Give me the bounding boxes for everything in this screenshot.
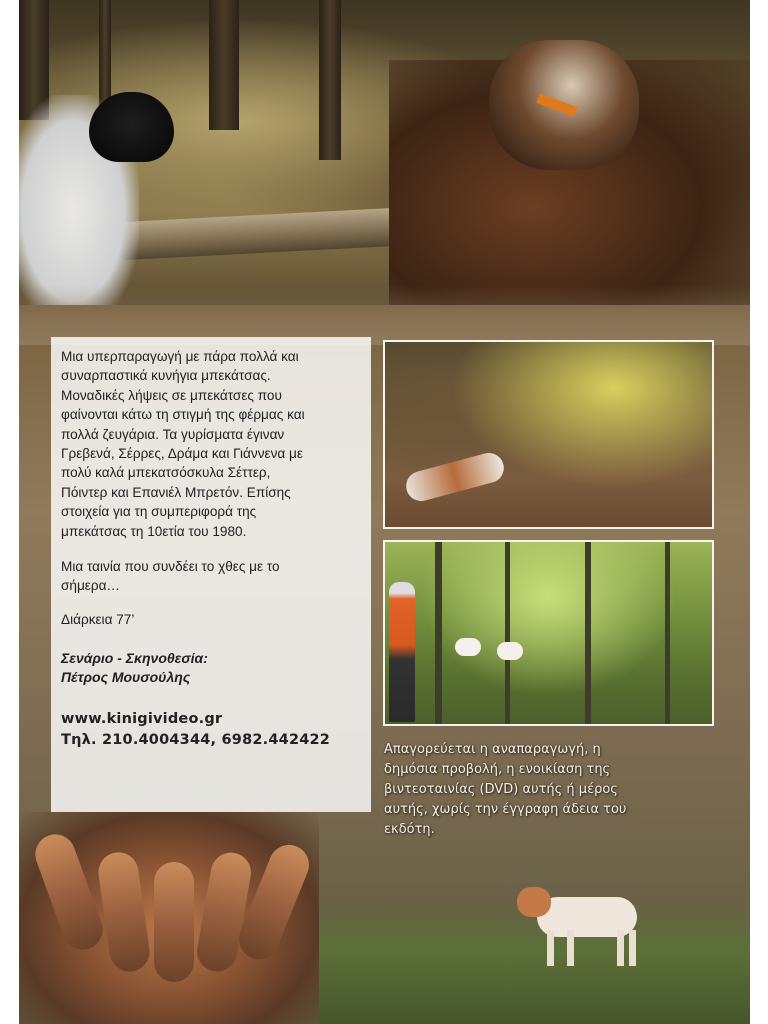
woodcock <box>96 850 152 974</box>
pointer-dog-bottom <box>517 872 647 967</box>
dog-leg <box>629 930 636 966</box>
photo-fade <box>19 285 750 345</box>
hunter-with-dogs-photo <box>383 540 714 726</box>
woodcock <box>30 829 109 955</box>
dog-leg <box>567 930 574 966</box>
setter-dog-head <box>89 92 174 162</box>
hunter <box>389 582 415 722</box>
description-panel <box>51 337 371 812</box>
autumn-forest-dog-photo <box>383 340 714 529</box>
website-link[interactable]: www.kinigivideo.gr <box>61 711 223 728</box>
copyright-notice: Απαγορεύεται η αναπαραγωγή, η δημόσια προβολή, η ενοικίαση της βιντεοταινίας (DVD) αυτής ή μέρος αυτής, χωρίς την έγγραφη άδεια του εκδότη. <box>384 742 627 837</box>
page-margin-left <box>0 0 19 1024</box>
tree-trunk <box>209 0 239 130</box>
contact-info <box>61 709 361 751</box>
credits-name: Πέτρος Μουσούλης <box>61 669 191 686</box>
dog-leg <box>547 930 554 966</box>
tagline: Μια ταινία που συνδέει το χθες με το σήμερα… <box>61 559 280 594</box>
credits-role: Σενάριο - Σκηνοθεσία: <box>61 650 208 667</box>
dvd-back-cover <box>19 0 750 1024</box>
description-text: Μια υπερπαραγωγή με πάρα πολλά και συναρπαστικά κυνήγια μπεκάτσας. Μοναδικές λήψεις σε μπεκάτσες που φαίνονται κάτω τη στιγμή της φέρμας και πολλά ζευγάρια. Τα γυρίσματα έγιναν Γρεβενά, Σέρρες, Δράμα και Γιάννενα με πολύ καλά μπεκατσόσκυλα Σέττερ, Πόιντερ και Επανιέλ Μπρετόν. Επίσης στοιχεία για τη συμπεριφορά της μπεκάτσας τη 10ετία του 1980. <box>61 349 305 539</box>
tree-trunk <box>435 542 442 726</box>
dog-leg <box>617 930 624 966</box>
hunting-dog <box>497 642 523 660</box>
dog-head <box>517 887 551 917</box>
credits <box>61 649 361 687</box>
pointing-dog <box>403 450 507 505</box>
woodcock <box>154 862 194 982</box>
page-margin-right <box>750 0 768 1024</box>
tree-trunk <box>319 0 341 160</box>
tree-trunk <box>505 542 510 726</box>
tree-trunk <box>99 0 111 110</box>
hunting-dog <box>455 638 481 656</box>
woodcock-bundle <box>19 812 319 1024</box>
tree-trunk <box>665 542 670 726</box>
hunting-dogs-forest-photo <box>19 0 750 305</box>
tree-trunk <box>585 542 591 726</box>
fallen-log <box>108 207 410 261</box>
duration: Διάρκεια 77’ <box>61 611 135 627</box>
woodcock <box>194 849 254 974</box>
phone-numbers: Τηλ. 210.4004344, 6982.442422 <box>61 732 331 749</box>
